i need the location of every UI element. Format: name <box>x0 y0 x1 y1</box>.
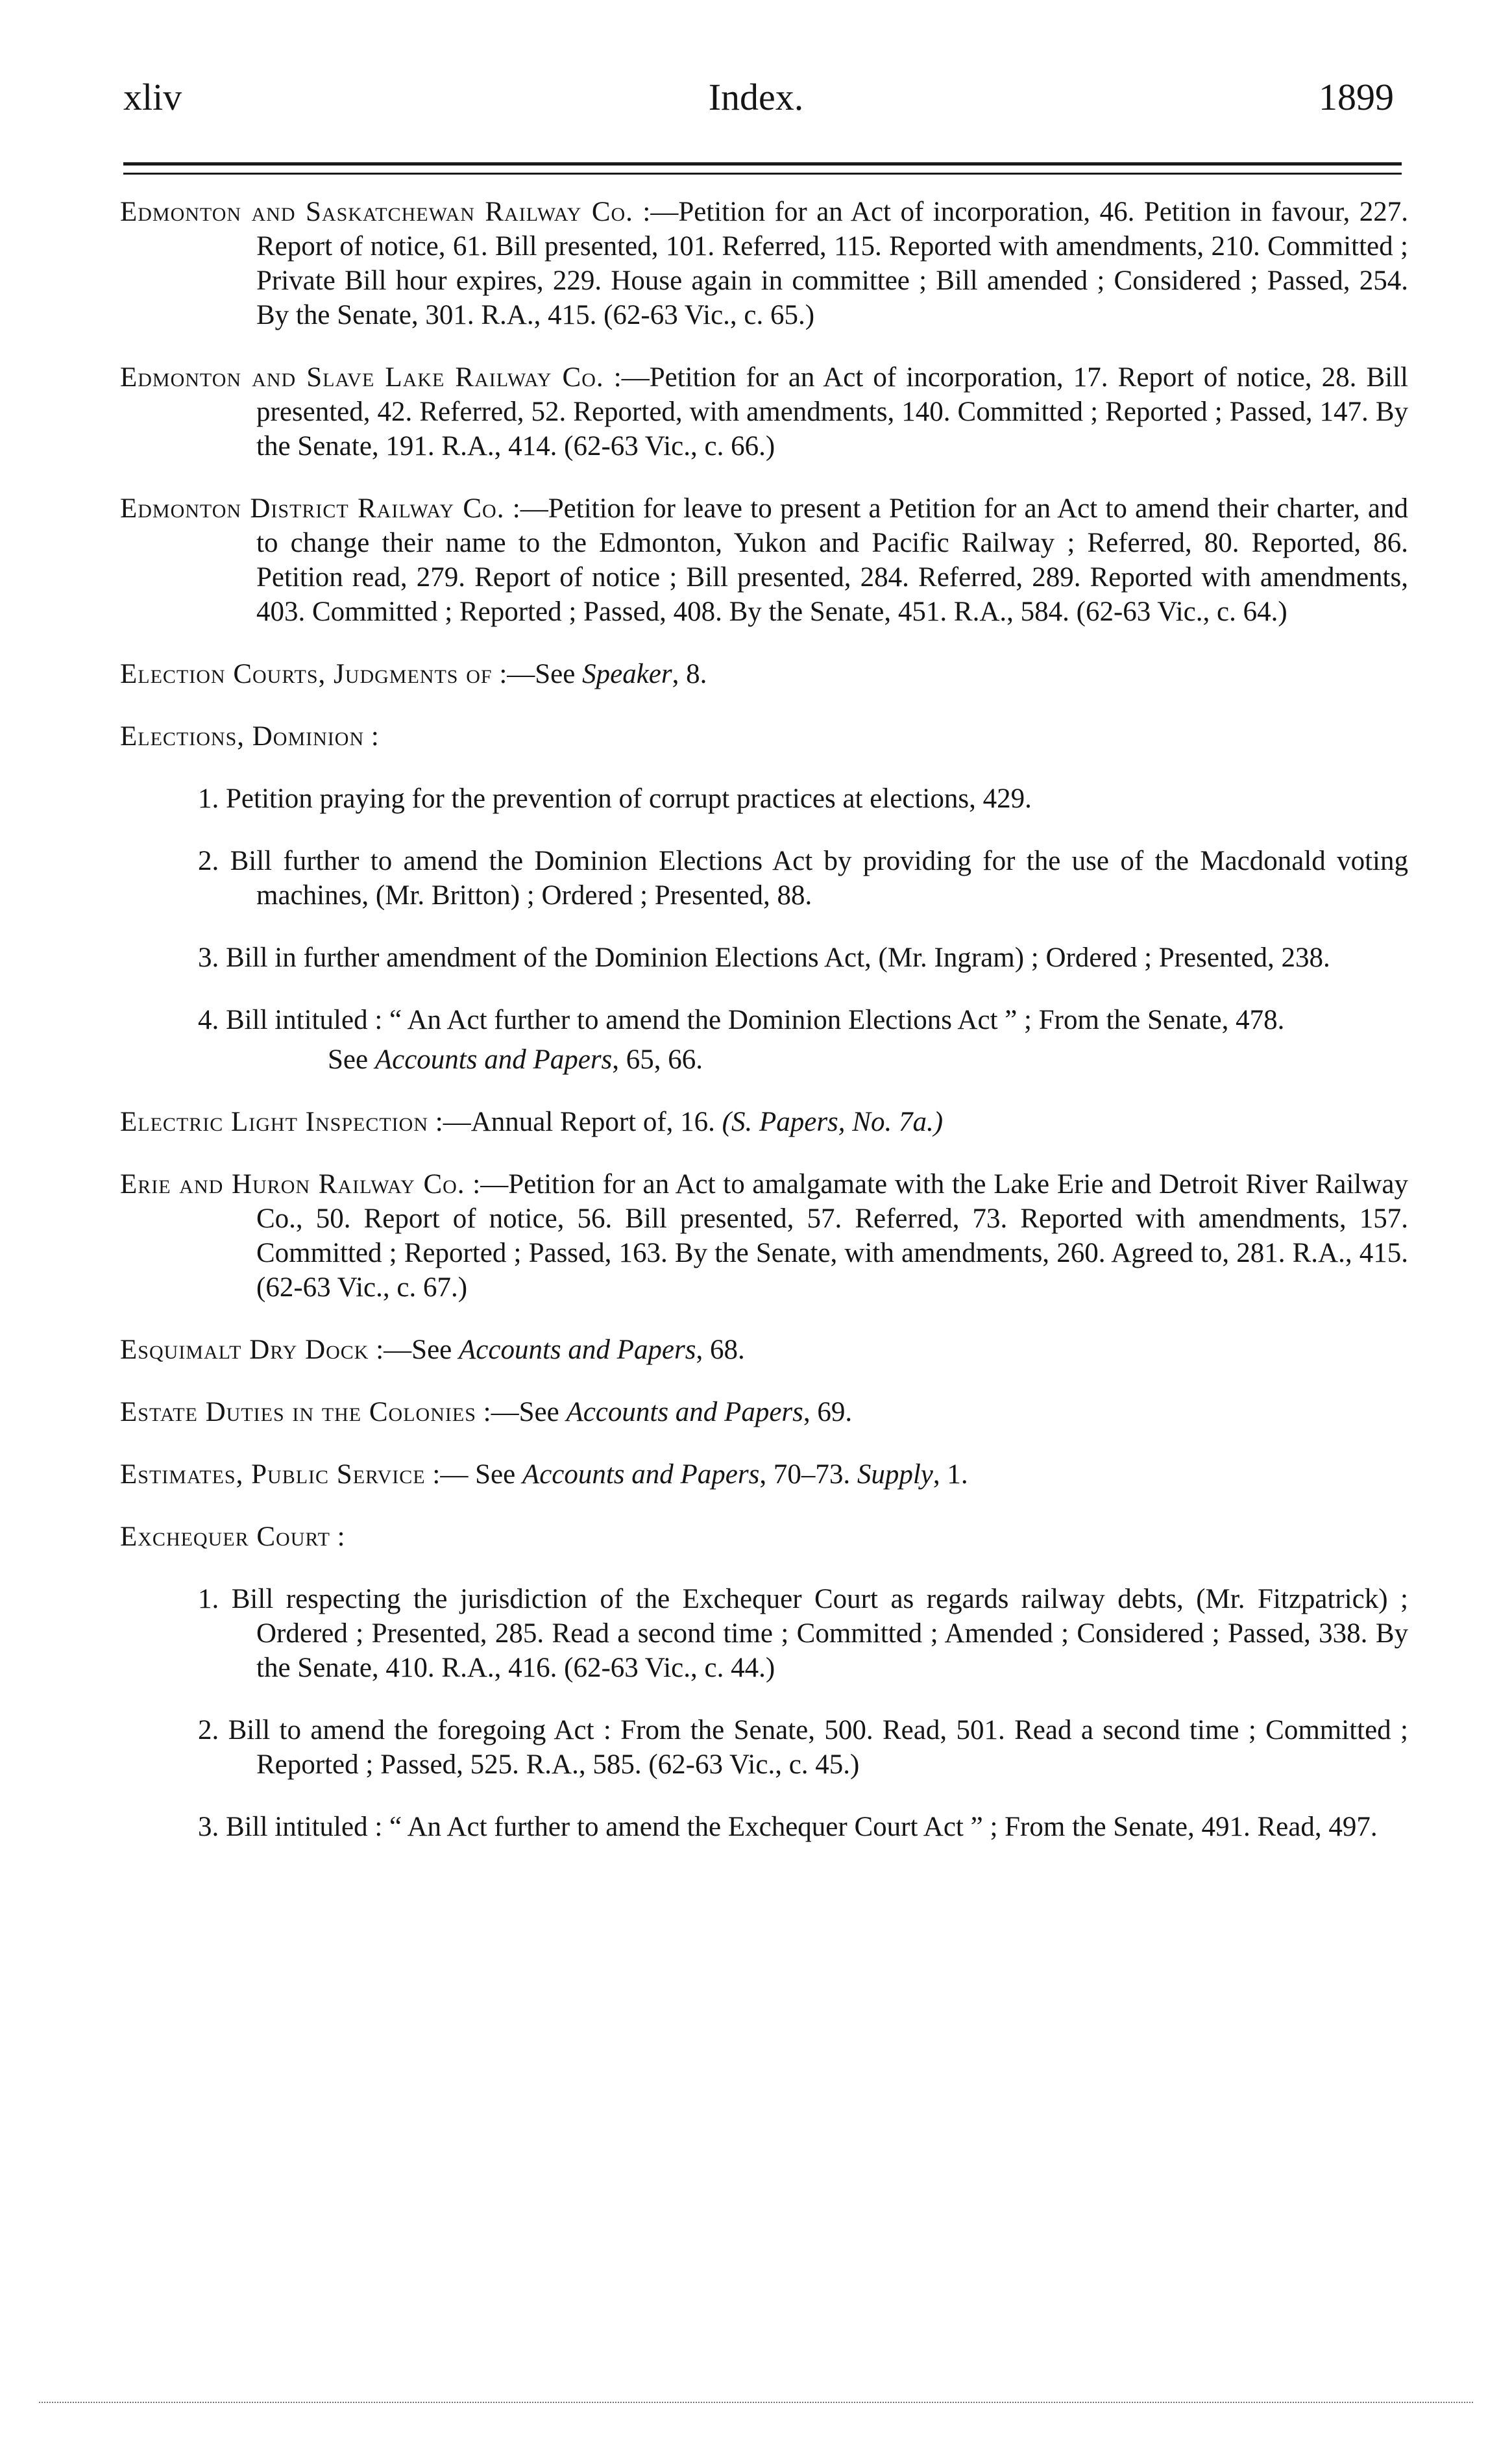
entry-heading: Elections, Dominion <box>120 721 365 752</box>
index-entry-exchequer-court <box>120 1520 1408 1554</box>
sub-item-number: 2. <box>198 1715 219 1745</box>
index-entry-edmonton-saskatchewan <box>120 195 1408 332</box>
index-entry-estate-duties <box>120 1395 1408 1429</box>
sub-item-number: 1. <box>198 1584 219 1614</box>
header-rule-thick <box>123 162 1402 166</box>
entry-text: :—Petition for an Act of incorporation, 46. Petition in favour, 227. Report of notice, 61. Bill presented, 101. Referred, 115. Reported with amendments, 210. Committed ; Private Bill hour expires, 229. House again in committee ; Bill amended ; Considered ; Passed, 254. By the Senate, 301. R.A., 415. (62-63 Vic., c. 65.) <box>256 197 1408 330</box>
index-entry-electric-light <box>120 1105 1408 1139</box>
sub-item <box>120 1003 1408 1037</box>
entry-text: :—Petition for leave to present a Petition for an Act to amend their charter, and to change their name to the Edmonton, Yukon and Pacific Railway ; Referred, 80. Reported, 86. Petition read, 279. Report of notice ; Bill presented, 284. Referred, 289. Reported with amendments, 403. Committed ; Reported ; Passed, 408. By the Senate, 451. R.A., 584. (62-63 Vic., c. 64.) <box>256 493 1408 627</box>
entry-heading-suffix: : <box>330 1522 345 1552</box>
entry-heading: Exchequer Court <box>120 1522 330 1552</box>
entry-heading: Esquimalt Dry Dock <box>120 1335 369 1365</box>
sub-item-text: Bill intituled : “ An Act further to amend the Exchequer Court Act ” ; From the Senate, 491. Read, 497. <box>226 1812 1378 1842</box>
cross-reference: Accounts and Papers <box>566 1397 803 1427</box>
index-entry-election-courts <box>120 657 1408 691</box>
index-entry-esquimalt <box>120 1333 1408 1367</box>
entry-heading: Estate Duties in the Colonies <box>120 1397 476 1427</box>
cross-reference: Accounts and Papers <box>374 1044 613 1075</box>
sub-item-number: 4. <box>198 1005 219 1035</box>
page-bottom-edge <box>39 2402 1473 2403</box>
sub-item-text: Bill intituled : “ An Act further to amend the Dominion Elections Act ” ; From the Senate, 478. <box>226 1005 1285 1035</box>
sub-item-text: Bill further to amend the Dominion Elections Act by providing for the use of the Macdonald voting machines, (Mr. Britton) ; Ordered ; Presented, 88. <box>230 846 1408 911</box>
entry-text: :—See <box>492 659 583 689</box>
page-title: Index. <box>708 76 804 118</box>
sub-item-text: Bill respecting the jurisdiction of the Exchequer Court as regards railway debts, (Mr. Fitzpatrick) ; Ordered ; Presented, 285. Read a second time ; Committed ; Amended ; Considered ; Passed, 338. By the Senate, 410. R.A., 416. (62-63 Vic., c. 44.) <box>231 1584 1408 1683</box>
sub-item-number: 3. <box>198 1812 219 1842</box>
index-entry-elections-dominion <box>120 719 1408 754</box>
sub-item-text: Bill to amend the foregoing Act : From the Senate, 500. Read, 501. Read a second time ; Committed ; Reported ; Passed, 525. R.A., 585. (62-63 Vic., c. 45.) <box>228 1715 1408 1780</box>
entry-heading: Edmonton and Slave Lake Railway Co. <box>120 362 604 393</box>
sub-item <box>120 844 1408 913</box>
index-entry-estimates <box>120 1457 1408 1492</box>
entry-text: :—See <box>476 1397 567 1427</box>
see-pages: , 65, 66. <box>612 1044 703 1075</box>
sub-item-number: 3. <box>198 943 219 973</box>
entry-text-end: , 69. <box>803 1397 853 1427</box>
entry-text-end: , 8. <box>672 659 707 689</box>
sub-item <box>120 782 1408 816</box>
see-label: See <box>328 1044 375 1075</box>
entry-text: :—See <box>369 1335 459 1365</box>
entry-heading: Electric Light Inspection <box>120 1107 429 1137</box>
entry-heading: Estimates, Public Service <box>120 1459 426 1490</box>
index-entry-erie-huron <box>120 1167 1408 1305</box>
entry-heading: Edmonton District Railway Co. <box>120 493 505 524</box>
sub-item-number: 1. <box>198 783 219 814</box>
entry-heading: Election Courts, Judgments of <box>120 659 493 689</box>
index-entry-edmonton-district <box>120 491 1408 629</box>
cross-reference: Accounts and Papers <box>459 1335 696 1365</box>
see-also <box>120 1042 1408 1077</box>
page-number: xliv <box>123 76 182 118</box>
sub-item <box>120 1582 1408 1685</box>
entry-text-end: , 68. <box>696 1335 745 1365</box>
sub-item <box>120 941 1408 975</box>
cross-reference: Accounts and Papers <box>522 1459 760 1490</box>
entry-heading: Erie and Huron Railway Co. <box>120 1169 465 1200</box>
index-entry-edmonton-slave-lake <box>120 360 1408 463</box>
sub-item <box>120 1713 1408 1782</box>
entry-text: :— See <box>425 1459 522 1490</box>
sub-item <box>120 1810 1408 1844</box>
sub-item-text: Bill in further amendment of the Dominion Elections Act, (Mr. Ingram) ; Ordered ; Presented, 238. <box>226 943 1330 973</box>
entry-text: :—Petition for an Act of incorporation, 17. Report of notice, 28. Bill presented, 42. Referred, 52. Reported, with amendments, 140. Committed ; Reported ; Passed, 147. By the Senate, 191. R.A., 414. (62-63 Vic., c. 66.) <box>256 362 1409 462</box>
sub-item-number: 2. <box>198 846 219 876</box>
year: 1899 <box>1319 76 1394 118</box>
cross-reference-supply: Supply <box>857 1459 933 1490</box>
header-rule-thin <box>123 173 1402 175</box>
cross-reference: (S. Papers, No. 7a.) <box>722 1107 944 1137</box>
entry-text-mid: , 70–73. <box>759 1459 857 1490</box>
sub-item-text: Petition praying for the prevention of corrupt practices at elections, 429. <box>226 783 1032 814</box>
index-content <box>120 195 1408 1855</box>
entry-text-end: , 1. <box>933 1459 968 1490</box>
entry-heading: Edmonton and Saskatchewan Railway Co. <box>120 197 633 227</box>
entry-text: :—Petition for an Act to amalgamate with the Lake Erie and Detroit River Railway Co., 50. Report of notice, 56. Bill presented, 57. Referred, 73. Reported with amendments, 157. Committed ; Reported ; Passed, 163. By the Senate, with amendments, 260. Agreed to, 281. R.A., 415. (62-63 Vic., c. 67.) <box>256 1169 1408 1303</box>
cross-reference: Speaker <box>582 659 672 689</box>
entry-text: :—Annual Report of, 16. <box>428 1107 722 1137</box>
entry-heading-suffix: : <box>364 721 379 752</box>
